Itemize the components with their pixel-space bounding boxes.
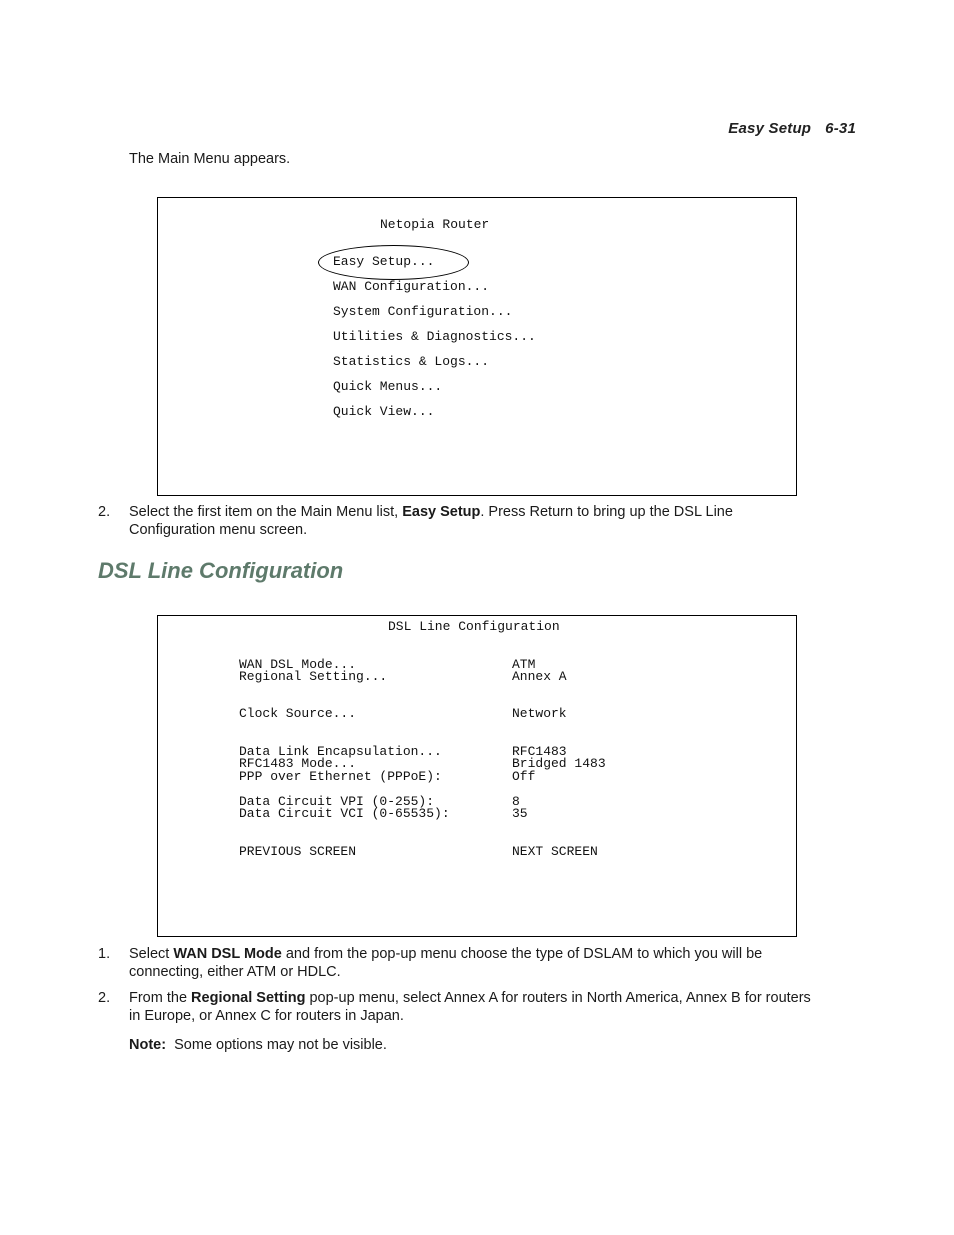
step-text — [129, 503, 829, 539]
step-text-before: Select the first item on the Main Menu list, — [129, 504, 403, 520]
menu-item-system-configuration[interactable]: System Configuration... — [333, 304, 513, 319]
menu-item-easy-setup[interactable]: Easy Setup... — [333, 254, 435, 269]
step-text-bold: Easy Setup — [402, 504, 481, 520]
note — [129, 1036, 387, 1054]
step-2-text — [129, 989, 889, 1025]
rfc1483-mode-label[interactable]: RFC1483 Mode... — [239, 756, 357, 771]
step-1-number: 1. — [98, 946, 111, 962]
pppoe-label[interactable]: PPP over Ethernet (PPPoE): — [239, 769, 442, 784]
step-number: 2. — [98, 504, 111, 520]
dsl-screen-title: DSL Line Configuration — [388, 619, 560, 634]
previous-screen-button[interactable]: PREVIOUS SCREEN — [239, 844, 357, 859]
vci-value: 35 — [512, 806, 528, 821]
menu-item-utilities-diagnostics[interactable]: Utilities & Diagnostics... — [333, 329, 536, 344]
vpi-value: 8 — [512, 794, 520, 809]
next-screen-button[interactable]: NEXT SCREEN — [512, 844, 598, 859]
wan-dsl-mode-value: ATM — [512, 657, 536, 672]
menu-item-wan-configuration[interactable]: WAN Configuration... — [333, 279, 490, 294]
dsl-config-screen — [157, 615, 797, 937]
step-2-rest: pop-up menu, select Annex A for routers in North America, Annex B for routers — [305, 990, 811, 1006]
regional-setting-value: Annex A — [512, 669, 567, 684]
step-1-prefix: Select — [129, 946, 174, 962]
main-menu-title: Netopia Router — [380, 217, 490, 232]
step-text-after: . Press Return to bring up the DSL Line — [480, 504, 733, 520]
running-header — [728, 120, 856, 137]
intro-text: The Main Menu appears. — [129, 151, 291, 167]
step-2-number: 2. — [98, 990, 111, 1006]
vpi-label[interactable]: Data Circuit VPI (0-255): — [239, 794, 435, 809]
header-section: Easy Setup — [728, 120, 812, 137]
step-text-line2: Configuration menu screen. — [129, 522, 308, 538]
pppoe-value: Off — [512, 769, 536, 784]
note-label: Note: — [129, 1037, 167, 1053]
clock-source-value: Network — [512, 706, 567, 721]
note-text: Some options may not be visible. — [174, 1037, 387, 1053]
vci-label[interactable]: Data Circuit VCI (0-65535): — [239, 806, 450, 821]
step-1-bold: WAN DSL Mode — [173, 946, 282, 962]
main-menu-screen — [157, 197, 797, 496]
menu-item-statistics-logs[interactable]: Statistics & Logs... — [333, 354, 490, 369]
rfc1483-mode-value: Bridged 1483 — [512, 756, 606, 771]
step-1-line2: connecting, either ATM or HDLC. — [129, 964, 341, 980]
menu-item-quick-view[interactable]: Quick View... — [333, 404, 435, 419]
step-2-bold: Regional Setting — [191, 990, 306, 1006]
wan-dsl-mode-label[interactable]: WAN DSL Mode... — [239, 657, 357, 672]
regional-setting-label[interactable]: Regional Setting... — [239, 669, 388, 684]
clock-source-label[interactable]: Clock Source... — [239, 706, 357, 721]
section-title: DSL Line Configuration — [98, 558, 344, 583]
step-2-line2: in Europe, or Annex C for routers in Japan. — [129, 1008, 404, 1024]
step-1-text — [129, 945, 869, 981]
header-page-number: 6-31 — [825, 120, 856, 137]
encapsulation-label[interactable]: Data Link Encapsulation... — [239, 744, 442, 759]
step-1-rest: and from the pop-up menu choose the type of DSLAM to which you will be — [281, 946, 763, 962]
step-2-prefix: From the — [129, 990, 192, 1006]
encapsulation-value: RFC1483 — [512, 744, 567, 759]
menu-item-quick-menus[interactable]: Quick Menus... — [333, 379, 443, 394]
